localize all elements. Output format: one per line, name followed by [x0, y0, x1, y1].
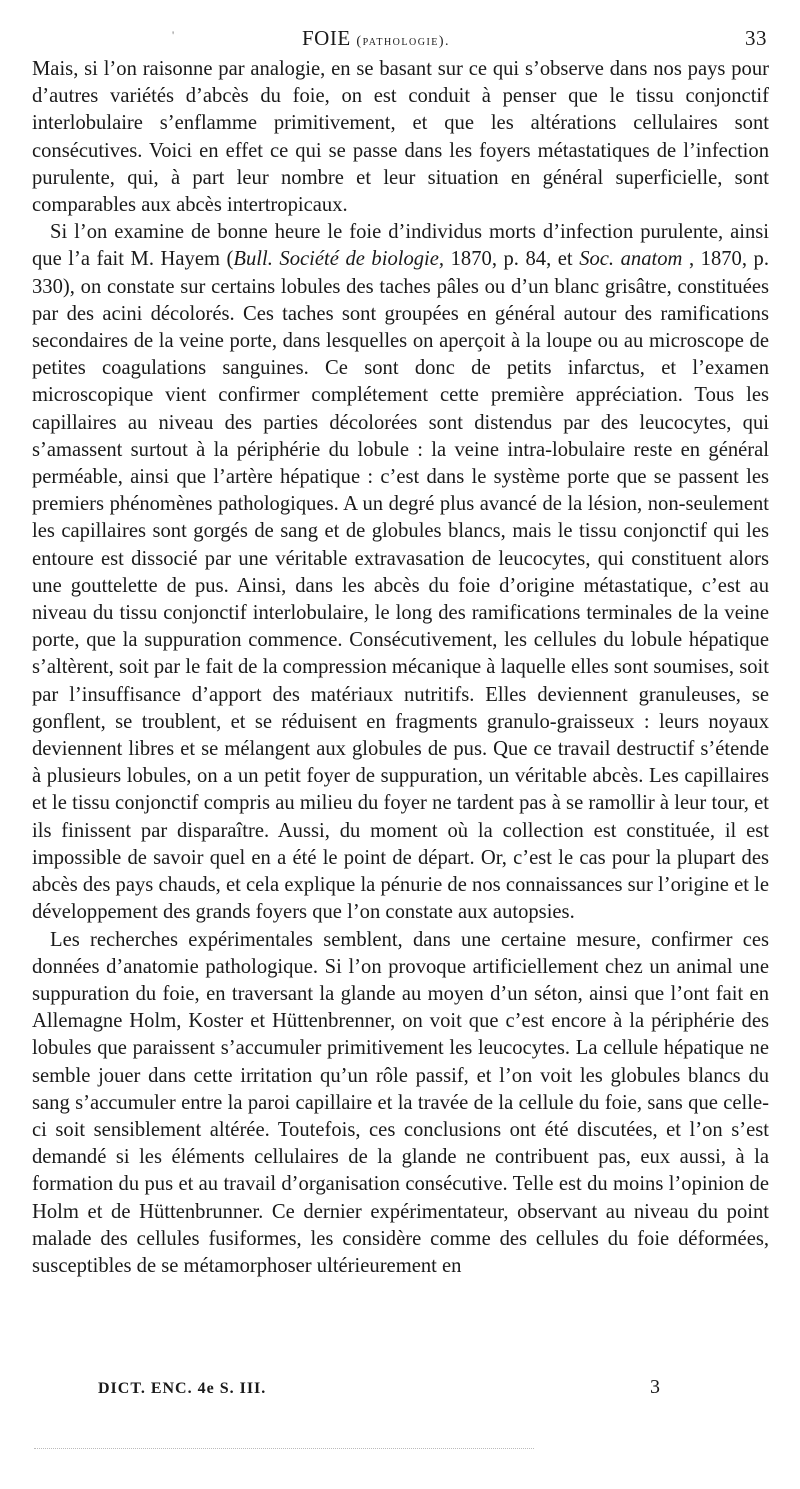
paragraph	[32, 56, 769, 219]
paragraph-text: Si l’on examine de bonne heure le foie d’individus morts d’infection purulente, ainsi que l’a fait M. Hayem (	[32, 221, 769, 271]
signature-footer	[98, 1376, 698, 1406]
citation-text: Soc. anatom	[579, 248, 683, 271]
paragraph-text: Mais, si l’on raisonne par analogie, en se basant sur ce qui s’observe dans nos pays pour d’autres variétés d’abcès du foie, on est conduit à penser que le tissu conjonctif interlobulaire s’enflamme primitivement, et que les altérations cellulaires sont consécutives. Voici en effet ce qui se passe dans les foyers métastatiques de l’infection purulente, qui, à part leur nombre et leur situation en général superficielle, sont comparables aux abcès intertropicaux.	[32, 58, 769, 217]
paragraph-text: , 1870, p. 330), on constate sur certains lobules des taches pâles ou d’un blanc grisâtre, constituées par des acini décolorés. Ces taches sont groupées en général autour des ramifications secondaires de la veine porte, dans lesquelles on aperçoit à la loupe ou au microscope de petites coagulations sanguines. Ce sont donc de petits infarctus, et l’examen microscopique vient confirmer complétement cette première appréciation. Tous les capillaires au niveau des parties décolorées sont distendus par des leucocytes, qui s’amassent surtout à la périphérie du lobule : la veine intra-lobulaire reste en général perméable, ainsi que l’artère hépatique : c’est dans le système porte que se passent les premiers phénomènes pathologiques. A un degré plus avancé de la lésion, non-seulement les capillaires sont gorgés de sang et de globules blancs, mais le tissu conjonctif qui les entoure est dissocié par une véritable extravasation de leucocytes, qui constituent alors une gouttelette de pus. Ainsi, dans les abcès du foie d’origine métastatique, c’est au niveau du tissu conjonctif interlobulaire, le long des ramifications terminales de la veine porte, que la suppuration commence. Consécutivement, les cellules du lobule hépatique s’altèrent, soit par le fait de la compression mécanique à laquelle elles sont soumises, soit par l’insuffisance d’apport des matériaux nutritifs. Elles deviennent granuleuses, se gonflent, se troublent, et se réduisent en fragments granulo-graisseux : leurs noyaux deviennent libres et se mélangent aux globules de pus. Que ce travail destructif s’étende à plusieurs lobules, on a un petit foyer de suppuration, un véritable abcès. Les capillaires et le tissu conjonctif compris au milieu du foyer ne tardent pas à se ramollir à leur tour, et ils finissent par disparaître. Aussi, du moment où la collection est constituée, il est impossible de savoir quel en a été le point de départ. Or, c’est le cas pour la plupart des abcès des pays chauds, et cela explique la pénurie de nos connaissances sur l’origine et le développement des grands foyers que l’on constate aux autopsies.	[32, 248, 769, 924]
paragraph	[32, 219, 769, 926]
body-text	[32, 56, 769, 1280]
running-title	[302, 26, 450, 51]
paragraph	[32, 927, 769, 1281]
signature-number: 3	[650, 1376, 660, 1398]
citation-text: Bull. Société de biologie,	[233, 248, 445, 271]
running-title-sub: (pathologie).	[356, 34, 451, 49]
paragraph-text: 1870, p. 84, et	[444, 248, 580, 271]
page	[32, 22, 769, 1280]
running-title-main: FOIE	[302, 26, 351, 50]
running-head	[32, 22, 769, 56]
page-number: 33	[745, 26, 767, 50]
printer-signature: DICT. ENC. 4e S. III.	[98, 1380, 267, 1397]
paragraph-text: Les recherches expérimentales semblent, dans une certaine mesure, confirmer ces données d’anatomie pathologique. Si l’on provoque artificiellement chez un animal une suppuration du foie, en traversant la glande au moyen d’un séton, ainsi que l’ont fait en Allemagne Holm, Koster et Hüttenbrenner, on voit que c’est encore à la périphérie des lobules que paraissent s’accumuler primitivement les leucocytes. La cellule hépatique ne semble jouer dans cette irritation qu’un rôle passif, et l’on voit les globules blancs du sang s’accumuler entre la paroi capillaire et la travée de la cellule du foie, sans que celle-ci soit sensiblement altérée. Toutefois, ces conclusions ont été discutées, et l’on s’est demandé si les éléments cellulaires de la glande ne contribuent pas, eux aussi, à la formation du pus et au travail d’organisation consécutive. Telle est du moins l’opinion de Holm et de Hüttenbrunner. Ce dernier expérimentateur, observant au niveau du point malade des cellules fusiformes, les considère comme des cellules du foie déformées, susceptibles de se métamorphoser ultérieurement en	[32, 928, 769, 1277]
margin-mark: '	[172, 28, 175, 42]
bottom-rule	[34, 1448, 534, 1449]
